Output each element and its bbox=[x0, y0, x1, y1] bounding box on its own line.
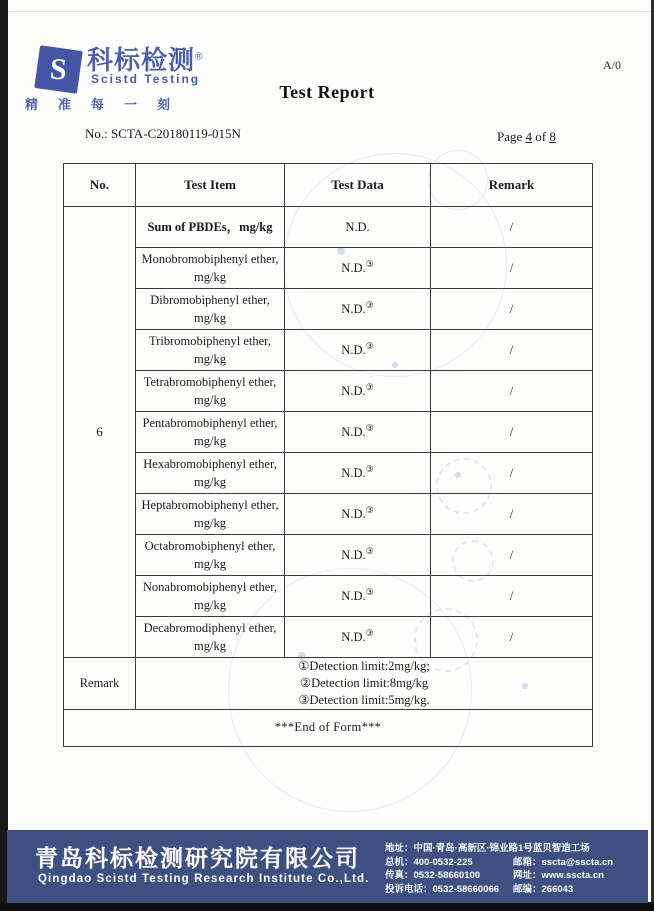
detection-limit-ref: ③ bbox=[365, 299, 374, 310]
table-header-row bbox=[64, 164, 593, 207]
test-data-value: N.D. bbox=[341, 424, 366, 439]
test-rows-body bbox=[64, 207, 593, 658]
table-row bbox=[64, 207, 593, 248]
test-item-name: Tetrabromobiphenyl ether, bbox=[143, 374, 277, 389]
footer-address: 地址：中国·青岛·高新区·锦业路1号蓝贝智造工场 bbox=[385, 843, 590, 854]
footer-complaint-tel: 投诉电话：0532-58660066 bbox=[385, 883, 500, 895]
test-data-cell bbox=[285, 330, 431, 371]
detection-limit-ref: ③ bbox=[365, 340, 374, 351]
test-data-cell bbox=[285, 248, 431, 289]
footer-email: 邮箱：sscta@sscta.cn bbox=[513, 856, 614, 868]
logo-cn-text: 科标检测 bbox=[87, 45, 196, 75]
logo-en-name: Scistd Testing bbox=[91, 72, 201, 86]
detection-limit-ref: ③ bbox=[365, 586, 374, 597]
test-item-cell bbox=[136, 576, 285, 617]
test-item-cell bbox=[136, 207, 285, 248]
test-item-unit: mg/kg bbox=[194, 557, 226, 571]
test-data-value: N.D. bbox=[341, 506, 366, 521]
footer-line bbox=[385, 869, 613, 883]
footer-band bbox=[7, 830, 648, 903]
end-of-form-cell: ***End of Form*** bbox=[64, 709, 593, 746]
test-data-cell bbox=[285, 412, 431, 453]
detection-limit-2: ②Detection limit:8mg/kg bbox=[299, 675, 429, 690]
test-data-value: N.D. bbox=[341, 629, 366, 644]
test-item-cell bbox=[136, 453, 285, 494]
test-item-name: Dibromobiphenyl ether, bbox=[150, 292, 270, 307]
test-item-name: Heptabromobiphenyl ether, bbox=[141, 497, 279, 512]
test-data-value: N.D. bbox=[341, 465, 366, 480]
table-row bbox=[64, 617, 593, 658]
test-data-cell bbox=[285, 453, 431, 494]
test-item-cell bbox=[136, 617, 285, 658]
footer-line bbox=[385, 856, 613, 870]
page-current: 4 bbox=[525, 129, 533, 144]
detection-limit-ref: ③ bbox=[365, 545, 374, 556]
remark-cell: / bbox=[431, 207, 593, 248]
test-item-unit: mg/kg bbox=[194, 639, 226, 653]
page-of-word: of bbox=[535, 129, 547, 144]
end-of-form-row bbox=[64, 709, 593, 746]
remark-label-cell: Remark bbox=[64, 658, 136, 710]
test-data-value: N.D. bbox=[341, 301, 366, 316]
test-data-cell bbox=[285, 289, 431, 330]
table-row bbox=[64, 248, 593, 289]
footer-company-en: Qingdao Scistd Testing Research Institute Co.,Ltd. bbox=[38, 873, 370, 885]
test-item-unit: mg/kg bbox=[194, 598, 226, 612]
test-item-cell bbox=[136, 248, 285, 289]
test-item-cell bbox=[136, 494, 285, 535]
tagline-char: 每 bbox=[90, 97, 104, 112]
remark-cell: / bbox=[431, 412, 593, 453]
remark-row bbox=[64, 658, 593, 710]
tagline-char: 刻 bbox=[156, 97, 170, 112]
remark-cell: / bbox=[431, 576, 593, 617]
table-row bbox=[64, 371, 593, 412]
detection-limit-ref: ③ bbox=[365, 504, 374, 515]
test-data-cell bbox=[285, 207, 431, 248]
test-data-cell bbox=[285, 617, 431, 658]
table-row bbox=[64, 576, 593, 617]
footer-line bbox=[385, 883, 613, 897]
header-test-data: Test Data bbox=[285, 164, 431, 207]
revision-label: A/0 bbox=[603, 58, 621, 72]
table-row bbox=[64, 289, 593, 330]
report-number: No.: SCTA-C20180119-015N bbox=[85, 126, 241, 141]
page-title: Test Report bbox=[279, 82, 375, 102]
header-remark: Remark bbox=[431, 164, 593, 207]
test-item-unit: mg/kg bbox=[194, 434, 226, 448]
tagline-char: 准 bbox=[57, 97, 71, 112]
test-item-unit: mg/kg bbox=[194, 475, 226, 489]
test-data-value: N.D. bbox=[345, 219, 370, 234]
detection-limit-ref: ③ bbox=[365, 258, 374, 269]
header-test-item: Test Item bbox=[136, 164, 285, 207]
table-row bbox=[64, 453, 593, 494]
detection-limit-ref: ③ bbox=[365, 627, 374, 638]
test-item-unit: mg/kg bbox=[194, 311, 226, 325]
test-data-cell bbox=[285, 535, 431, 576]
footer-tel: 总机：400-0532-225 bbox=[385, 856, 473, 868]
header-no: No. bbox=[64, 164, 136, 207]
remark-cell: / bbox=[431, 535, 593, 576]
test-item-unit: mg/kg bbox=[194, 270, 226, 284]
test-data-value: N.D. bbox=[341, 342, 366, 357]
group-no-cell: 6 bbox=[64, 207, 136, 658]
test-item-cell bbox=[136, 412, 285, 453]
table-row bbox=[64, 535, 593, 576]
detection-limit-ref: ③ bbox=[365, 422, 374, 433]
footer-fax: 传真：0532-58660100 bbox=[385, 870, 481, 881]
remark-cell: / bbox=[431, 494, 593, 535]
table-row bbox=[64, 494, 593, 535]
test-data-value: N.D. bbox=[341, 547, 366, 562]
test-item-name: Nonabromobiphenyl ether, bbox=[142, 579, 278, 594]
tagline-char: 精 bbox=[25, 97, 39, 112]
page-word: Page bbox=[497, 129, 523, 144]
test-item-cell bbox=[136, 535, 285, 576]
test-data-value: N.D. bbox=[341, 588, 366, 603]
detection-limit-3: ③Detection limit:5mg/kg. bbox=[298, 692, 430, 707]
test-item-cell bbox=[136, 371, 285, 412]
test-item-cell bbox=[136, 330, 285, 371]
test-item-unit: mg/kg bbox=[194, 352, 226, 366]
test-item-name: Hexabromobiphenyl ether, bbox=[143, 456, 277, 471]
test-item-name: Pentabromobiphenyl ether, bbox=[142, 415, 278, 430]
footer-contact-info bbox=[385, 842, 613, 896]
test-item-name: Sum of PBDEs，mg/kg bbox=[147, 219, 273, 234]
test-data-cell bbox=[285, 371, 431, 412]
remark-cell: / bbox=[431, 289, 593, 330]
test-item-unit: mg/kg bbox=[194, 393, 226, 407]
registered-mark-icon: ® bbox=[195, 51, 204, 63]
test-data-cell bbox=[285, 494, 431, 535]
remark-cell: / bbox=[431, 330, 593, 371]
test-item-unit: mg/kg bbox=[194, 516, 226, 530]
detection-limit-1: ①Detection limit:2mg/kg; bbox=[298, 659, 430, 673]
remark-cell: / bbox=[431, 617, 593, 658]
table-row bbox=[64, 330, 593, 371]
results-table bbox=[63, 163, 593, 747]
test-item-name: Monobromobiphenyl ether, bbox=[141, 251, 279, 266]
detection-limit-ref: ③ bbox=[365, 381, 374, 392]
table-row bbox=[64, 412, 593, 453]
remark-cell: / bbox=[431, 453, 593, 494]
tagline-char: 一 bbox=[123, 97, 137, 112]
detection-limit-ref: ③ bbox=[365, 463, 374, 474]
footer-website: 网址：www.sscta.cn bbox=[513, 870, 604, 881]
test-item-cell bbox=[136, 289, 285, 330]
test-data-value: N.D. bbox=[341, 383, 366, 398]
test-item-name: Octabromobiphenyl ether, bbox=[144, 538, 276, 553]
footer-company-cn: 青岛科标检测研究院有限公司 bbox=[35, 845, 360, 871]
footer-address-line bbox=[385, 842, 613, 856]
page-number bbox=[497, 129, 556, 145]
remark-content-cell bbox=[136, 658, 593, 710]
page-total: 8 bbox=[549, 129, 556, 144]
test-data-value: N.D. bbox=[341, 260, 366, 275]
remark-cell: / bbox=[431, 248, 593, 289]
remark-cell: / bbox=[431, 371, 593, 412]
test-data-cell bbox=[285, 576, 431, 617]
test-item-name: Tribromobiphenyl ether, bbox=[149, 333, 271, 348]
test-item-name: Decabromodiphenyl ether, bbox=[143, 620, 277, 635]
logo-letter: S bbox=[49, 51, 69, 87]
footer-zip-code: 邮编：266043 bbox=[513, 883, 574, 895]
